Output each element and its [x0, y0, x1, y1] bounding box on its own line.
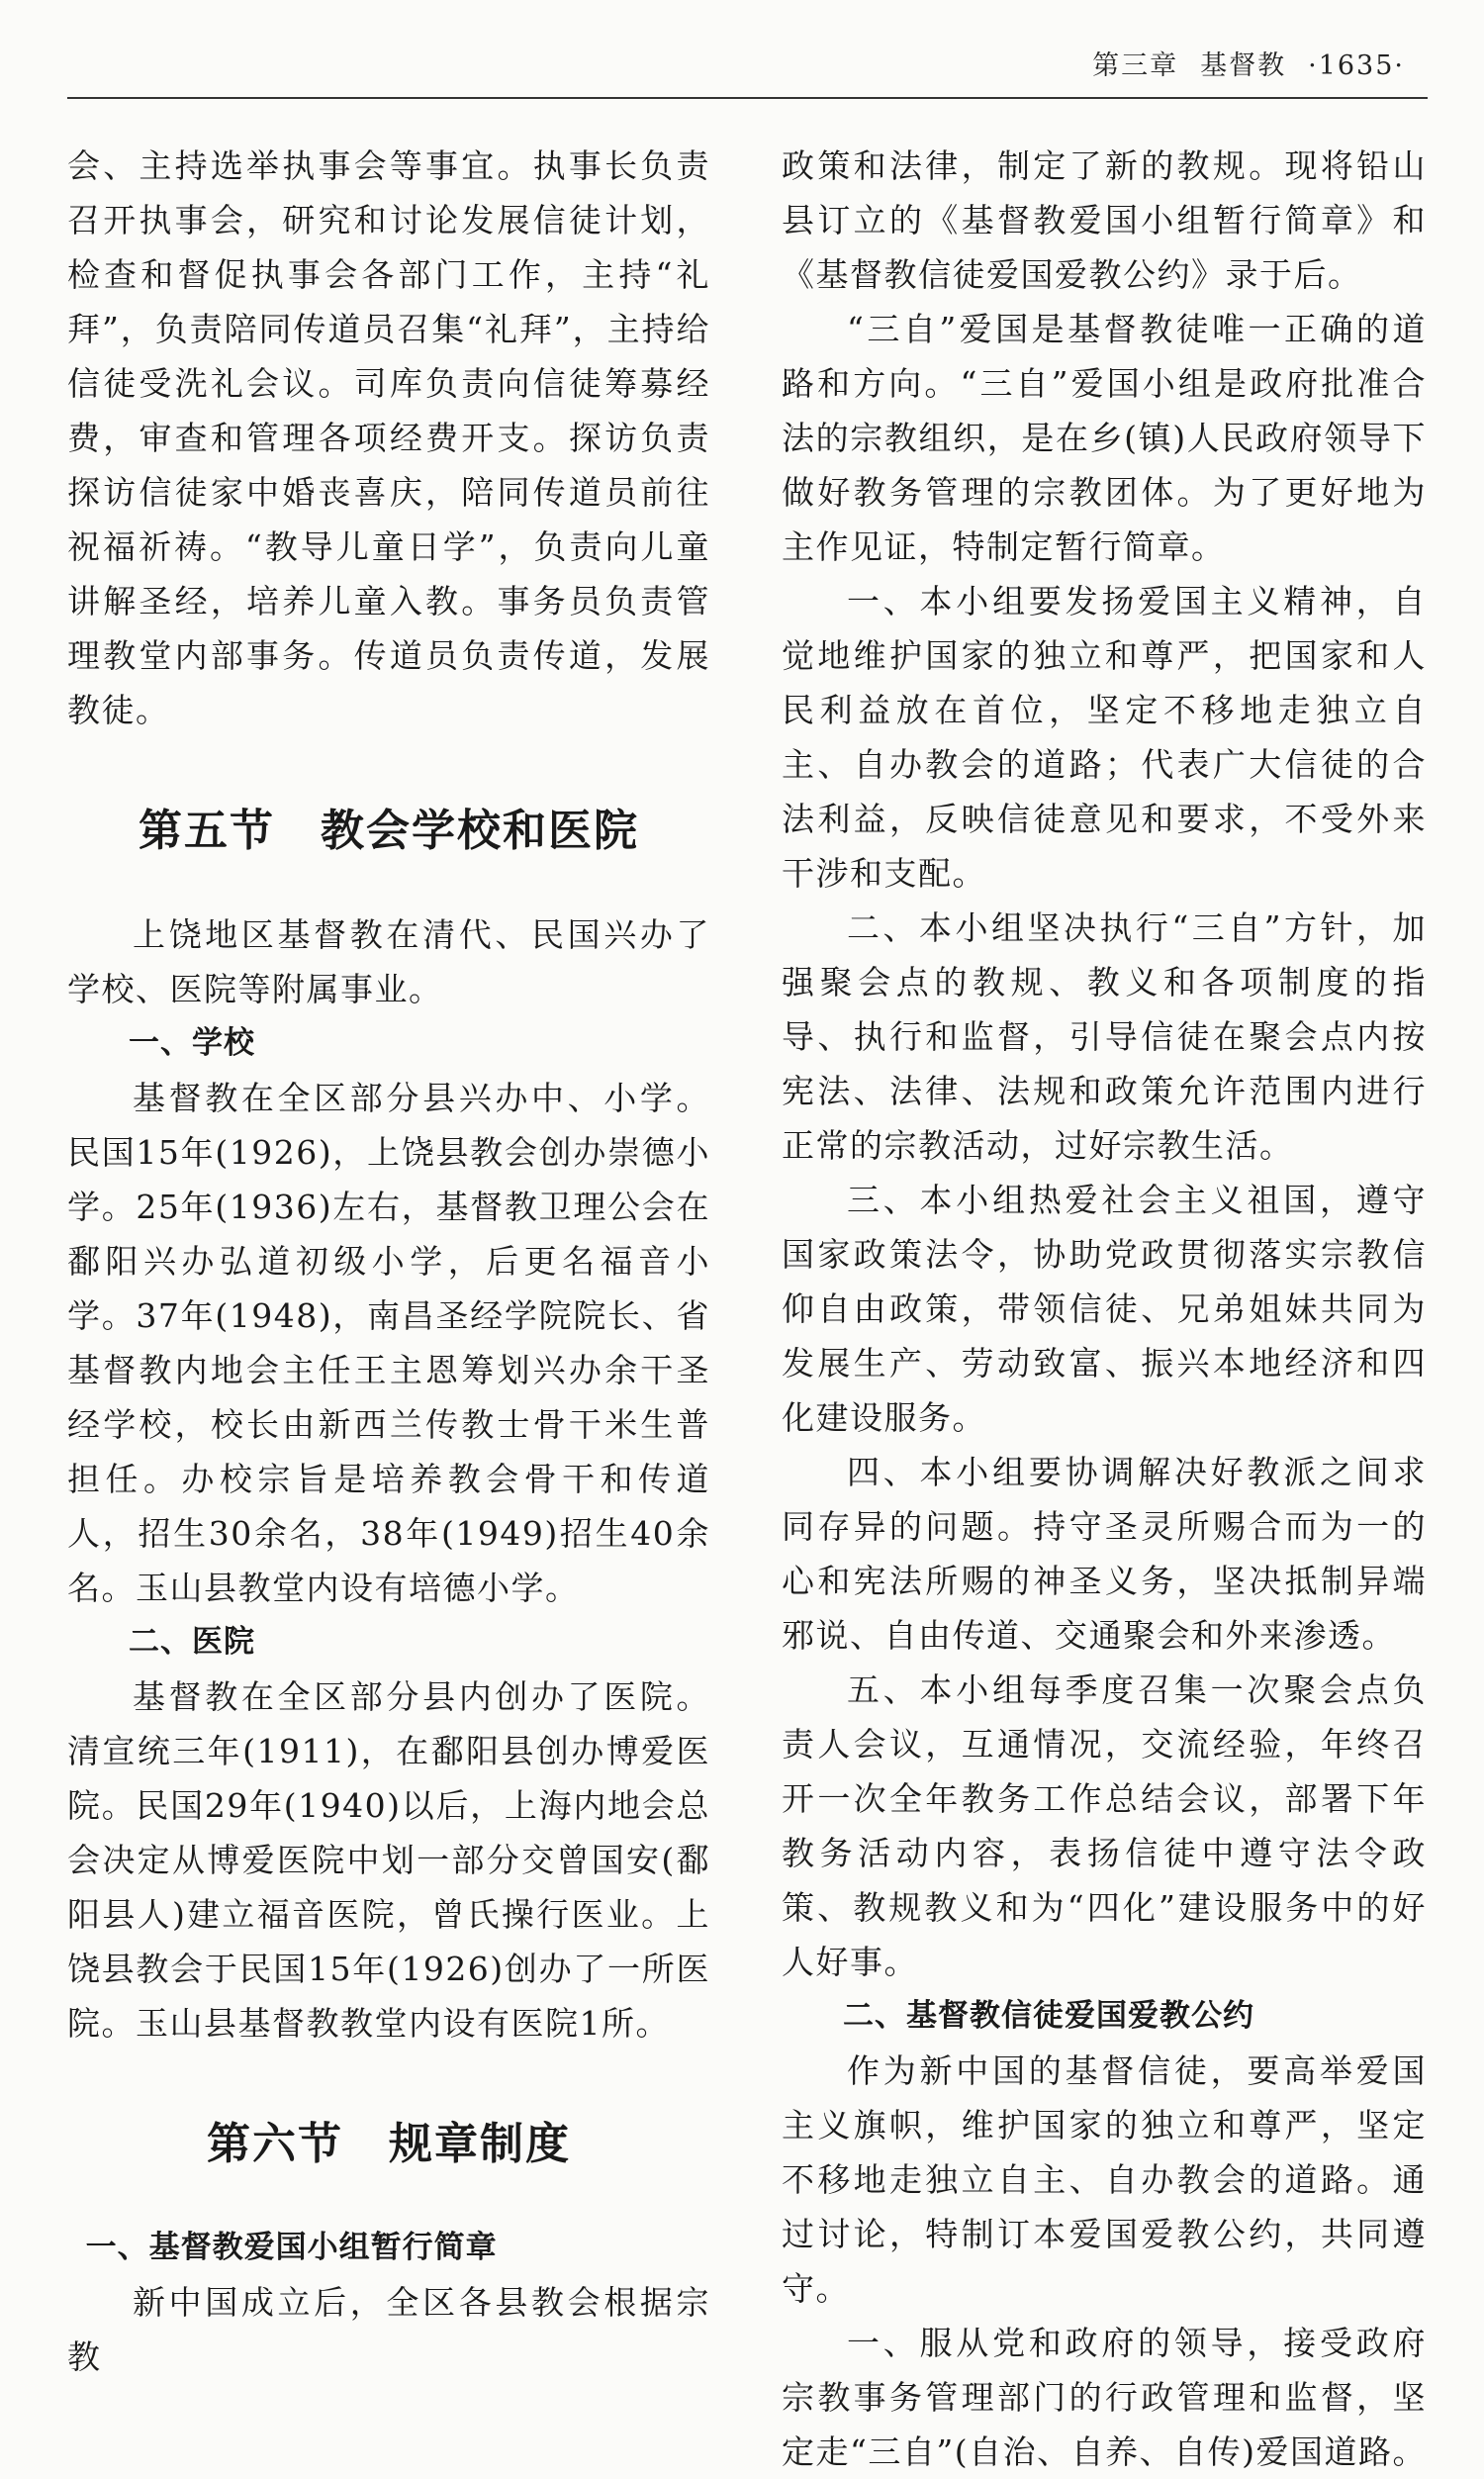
paragraph: 政策和法律，制定了新的教规。现将铅山县订立的《基督教爱国小组暂行简章》和《基督教信徒爱国爱教公约》录于后。 [782, 146, 1427, 294]
left-column [67, 139, 710, 2384]
paragraph: 会、主持选举执事会等事宜。执事长负责召开执事会，研究和讨论发展信徒计划，检查和督促执事会各部门工作，主持“礼拜”，负责陪同传道员召集“礼拜”，主持给信徒受洗礼会议。司库负责向信徒筹募经费，审查和管理各项经费开支。探访负责探访信徒家中婚丧喜庆，陪同传道员前往祝福祈祷。“教导儿童日学”，负责向儿童讲解圣经，培养儿童入教。事务员负责管理教堂内部事务。传道员负责传道，发展教徒。 [67, 146, 710, 729]
paragraph: 二、本小组坚决执行“三自”方针，加强聚会点的教规、教义和各项制度的指导、执行和监督，引导信徒在聚会点内按宪法、法律、法规和政策允许范围内进行正常的宗教活动，过好宗教生活。 [782, 908, 1427, 1165]
subsection-heading: 二、医院 [129, 1624, 255, 1660]
page-number: ·1635· [1308, 50, 1405, 81]
paragraph: 五、本小组每季度召集一次聚会点负责人会议，互通情况，交流经验，年终召开一次全年教务工作总结会议，部署下年教务活动内容，表扬信徒中遵守法令政策、教规教义和为“四化”建设服务中的好人好事。 [782, 1670, 1427, 1981]
section-title: 第六节 规章制度 [207, 2119, 571, 2169]
paragraph: 作为新中国的基督信徒，要高举爱国主义旗帜，维护国家的独立和尊严，坚定不移地走独立自主、自办教会的道路。通过讨论，特制订本爱国爱教公约，共同遵守。 [782, 2051, 1427, 2308]
section-title: 第五节 教会学校和医院 [139, 806, 639, 856]
paragraph: 基督教在全区部分县兴办中、小学。民国15年(1926)，上饶县教会创办崇德小学。25年(1936)左右，基督教卫理公会在鄱阳兴办弘道初级小学，后更名福音小学。37年(1948)，南昌圣经学院院长、省基督教内地会主任王主恩筹划兴办余干圣经学校，校长由新西兰传教士骨干米生普担任。办校宗旨是培养教会骨干和传道人，招生30余名，38年(1949)招生40余名。玉山县教堂内设有培德小学。 [67, 1079, 710, 1607]
chapter-label: 第三章 [1092, 50, 1179, 81]
right-column [782, 139, 1427, 2479]
paragraph: 三、本小组热爱社会主义祖国，遵守国家政策法令，协助党政贯彻落实宗教信仰自由政策，带领信徒、兄弟姐妹共同为发展生产、劳动致富、振兴本地经济和四化建设服务。 [782, 1181, 1427, 1437]
paragraph: 一、本小组要发扬爱国主义精神，自觉地维护国家的独立和尊严，把国家和人民利益放在首位，坚定不移地走独立自主、自办教会的道路；代表广大信徒的合法利益，反映信徒意见和要求，不受外来干涉和支配。 [782, 582, 1427, 893]
chapter-title: 基督教 [1200, 50, 1287, 81]
paragraph: 基督教在全区部分县内创办了医院。清宣统三年(1911)，在鄱阳县创办博爱医院。民国29年(1940)以后，上海内地会总会决定从博爱医院中划一部分交曾国安(鄱阳县人)建立福音医院，曾氏操行医业。上饶县教会于民国15年(1926)创办了一所医院。玉山县基督教教堂内设有医院1所。 [67, 1677, 710, 2043]
subsection-heading: 一、学校 [129, 1025, 255, 1061]
paragraph: 上饶地区基督教在清代、民国兴办了学校、医院等附属事业。 [67, 915, 710, 1008]
header-rule [67, 97, 1428, 99]
paragraph: 一、服从党和政府的领导，接受政府宗教事务管理部门的行政管理和监督，坚定走“三自”(自治、自养、自传)爱国道路。 [782, 2324, 1427, 2471]
subsection-heading: 一、基督教爱国小组暂行简章 [85, 2230, 498, 2265]
paragraph: “三自”爱国是基督教徒唯一正确的道路和方向。“三自”爱国小组是政府批准合法的宗教组织，是在乡(镇)人民政府领导下做好教务管理的宗教团体。为了更好地为主作见证，特制定暂行简章。 [782, 310, 1427, 566]
subsection-heading: 二、基督教信徒爱国爱教公约 [843, 1998, 1254, 2034]
paragraph: 四、本小组要协调解决好教派之间求同存异的问题。持守圣灵所赐合而为一的心和宪法所赐的神圣义务，坚决抵制异端邪说、自由传道、交通聚会和外来渗透。 [782, 1453, 1427, 1655]
running-head [1092, 44, 1405, 82]
paragraph: 新中国成立后，全区各县教会根据宗教 [67, 2283, 710, 2376]
